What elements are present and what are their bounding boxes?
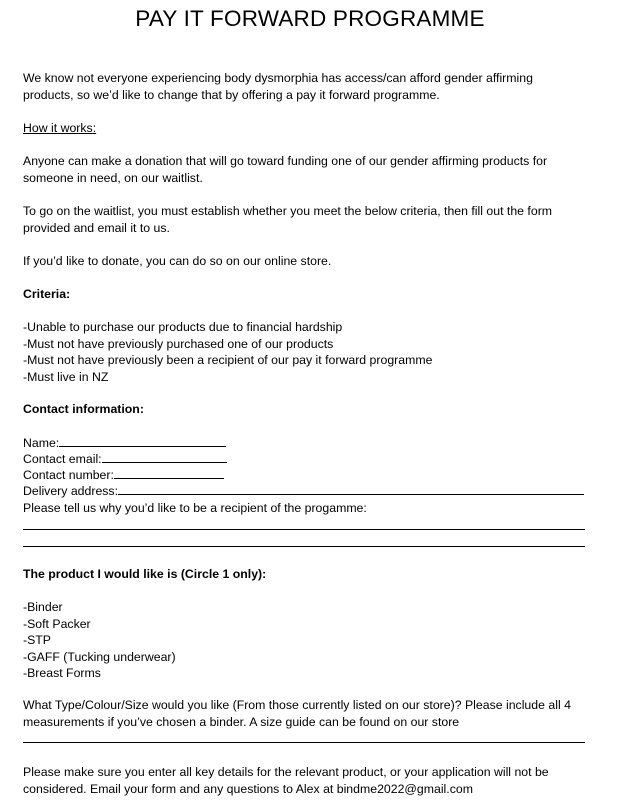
criteria-heading: Criteria: [23, 287, 71, 301]
criteria-item: -Unable to purchase our products due to financial hardship [23, 320, 343, 334]
size-prompt [23, 697, 593, 730]
number-label: Contact number: [23, 468, 114, 482]
how-paragraph-1 [23, 153, 593, 186]
answer-line[interactable] [23, 529, 585, 530]
number-blank[interactable] [114, 466, 224, 479]
address-blank[interactable] [118, 482, 584, 495]
product-heading: The product I would like is (Circle 1 only): [23, 567, 267, 581]
criteria-item: -Must not have previously purchased one of our products [23, 336, 334, 351]
how-p2-line-2: provided and email it to us. [23, 220, 170, 235]
closing-paragraph [23, 764, 593, 797]
product-option[interactable]: -Breast Forms [23, 666, 101, 680]
email-field[interactable] [23, 450, 227, 467]
how-p1-line-1: Anyone can make a donation that will go toward funding one of our gender affirming products for [23, 154, 548, 168]
number-field[interactable] [23, 466, 224, 483]
answer-line[interactable] [23, 742, 585, 743]
answer-line[interactable] [23, 546, 585, 547]
criteria-item: -Must not have previously been a recipient of our pay it forward programme [23, 353, 433, 367]
how-p2-line-1: To go on the waitlist, you must establish whether you meet the below criteria, then fill out the form [23, 204, 553, 218]
intro-line-2: products, so we’d like to change that by offering a pay it forward programme. [23, 87, 440, 102]
product-option[interactable]: -Binder [23, 600, 63, 614]
criteria-list [23, 319, 593, 385]
name-blank[interactable] [59, 434, 226, 447]
address-field[interactable] [23, 482, 584, 499]
size-prompt-line-1: What Type/Colour/Size would you like (From those currently listed on our store)? Please include all 4 [23, 698, 571, 712]
page-title: PAY IT FORWARD PROGRAMME [135, 6, 485, 31]
email-blank[interactable] [102, 450, 227, 463]
email-label: Contact email: [23, 452, 102, 466]
closing-line-2: considered. Email your form and any questions to Alex at bindme2022@gmail.com [23, 781, 473, 796]
intro-paragraph [23, 70, 593, 103]
name-label: Name: [23, 436, 60, 450]
product-option[interactable]: -Soft Packer [23, 616, 91, 631]
product-option[interactable]: -GAFF (Tucking underwear) [23, 649, 176, 664]
product-list [23, 599, 593, 682]
how-p1-line-2: someone in need, on our waitlist. [23, 170, 203, 185]
product-option[interactable]: -STP [23, 633, 52, 647]
how-paragraph-2 [23, 203, 593, 236]
how-it-works-heading: How it works: [23, 121, 97, 135]
donate-paragraph: If you’d like to donate, you can do so on our online store. [23, 254, 332, 268]
criteria-item: -Must live in NZ [23, 369, 109, 384]
address-label: Delivery address: [23, 484, 118, 498]
name-field[interactable] [23, 434, 226, 451]
why-prompt: Please tell us why you’d like to be a recipient of the progamme: [23, 501, 367, 515]
size-prompt-line-2: measurements if you’ve chosen a binder. A size guide can be found on our store [23, 714, 460, 729]
intro-line-1: We know not everyone experiencing body dysmorphia has access/can afford gender affirming [23, 71, 533, 85]
closing-line-1: Please make sure you enter all key details for the relevant product, or your application will not be [23, 765, 549, 779]
contact-heading: Contact information: [23, 402, 144, 416]
